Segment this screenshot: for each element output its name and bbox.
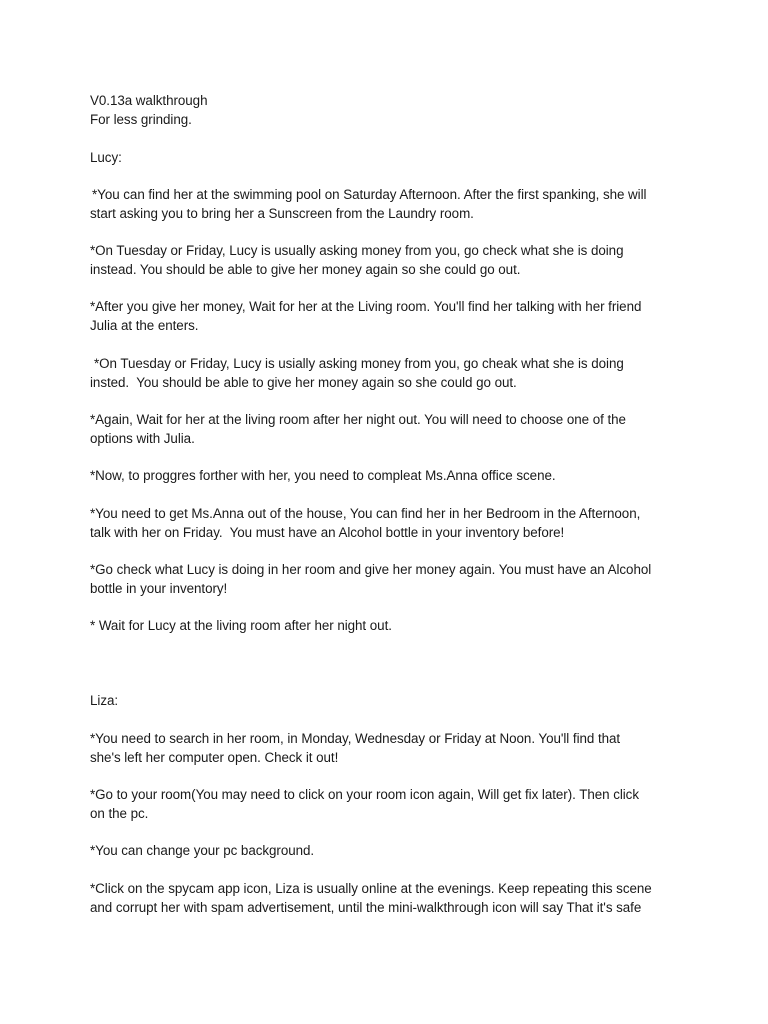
paragraph-line: *Now, to proggres forther with her, you need to compleat Ms.Anna office scene. — [90, 468, 556, 483]
paragraph-line: talk with her on Friday. You must have an Alcohol bottle in your inventory before! — [90, 525, 565, 540]
paragraph-line: start asking you to bring her a Sunscreen from the Laundry room. — [90, 206, 474, 221]
paragraph-line: insted. You should be able to give her money again so she could go out. — [90, 375, 517, 390]
section-heading-liza: Liza: — [90, 693, 119, 708]
paragraph-line: *You can change your pc background. — [90, 843, 315, 858]
paragraph-line: bottle in your inventory! — [90, 581, 228, 596]
paragraph-line: *Go to your room(You may need to click on your room icon again, Will get fix later). Then click — [90, 787, 639, 802]
paragraph-line: she's left her computer open. Check it out! — [90, 750, 339, 765]
paragraph-line: Julia at the enters. — [90, 318, 199, 333]
paragraph-line: *You can find her at the swimming pool on Saturday Afternoon. After the first spanking, she will — [92, 187, 647, 202]
paragraph-line: *Click on the spycam app icon, Liza is usually online at the evenings. Keep repeating this scene — [90, 881, 652, 896]
paragraph-line: instead. You should be able to give her money again so she could go out. — [90, 262, 521, 277]
paragraph-line: *Go check what Lucy is doing in her room and give her money again. You must have an Alcohol — [90, 562, 652, 577]
document-subtitle: For less grinding. — [90, 112, 192, 127]
paragraph-line: on the pc. — [90, 806, 149, 821]
paragraph-line: *You need to search in her room, in Monday, Wednesday or Friday at Noon. You'll find that — [90, 731, 621, 746]
paragraph-line: *You need to get Ms.Anna out of the house, You can find her in her Bedroom in the Afternoon, — [90, 506, 641, 521]
paragraph-line: *After you give her money, Wait for her at the Living room. You'll find her talking with her friend — [90, 299, 642, 314]
paragraph-line: *Again, Wait for her at the living room after her night out. You will need to choose one of the — [90, 412, 626, 427]
paragraph-line: options with Julia. — [90, 431, 195, 446]
section-heading-lucy: Lucy: — [90, 150, 122, 165]
document-title: V0.13a walkthrough — [90, 93, 208, 108]
paragraph-line: *On Tuesday or Friday, Lucy is usially asking money from you, go cheak what she is doing — [94, 356, 624, 371]
paragraph-line: *On Tuesday or Friday, Lucy is usually asking money from you, go check what she is doing — [90, 243, 624, 258]
paragraph-line: * Wait for Lucy at the living room after her night out. — [90, 618, 392, 633]
paragraph-line: and corrupt her with spam advertisement, until the mini-walkthrough icon will say That it's safe — [90, 900, 642, 915]
